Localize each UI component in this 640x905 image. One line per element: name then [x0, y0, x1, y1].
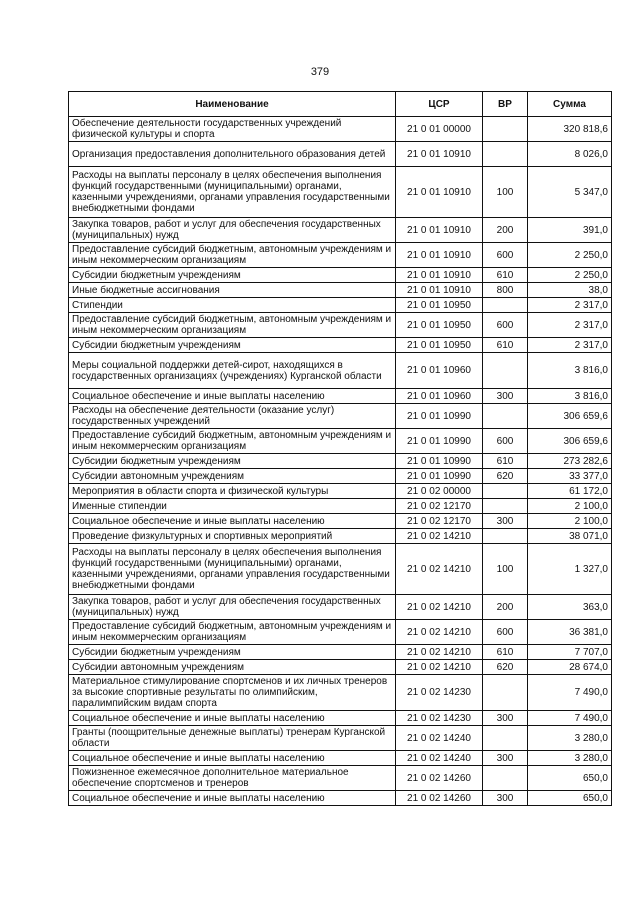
- cell-sum: 2 100,0: [528, 514, 612, 529]
- cell-sum: 2 100,0: [528, 499, 612, 514]
- cell-name: Материальное стимулирование спортсменов и их личных тренеров за высокие спортивные результаты по олимпийским, паралимпийским видам спорта: [69, 675, 396, 711]
- cell-vr: [483, 142, 528, 167]
- cell-vr: 610: [483, 454, 528, 469]
- cell-name: Расходы на выплаты персоналу в целях обеспечения выполнения функций государственными (муниципальными) органами, казенными учреждениями, органами управления государственными внебюджетными фондами: [69, 167, 396, 218]
- cell-sum: 33 377,0: [528, 469, 612, 484]
- cell-csr: 21 0 01 10950: [396, 338, 483, 353]
- cell-csr: 21 0 01 10910: [396, 283, 483, 298]
- cell-name: Предоставление субсидий бюджетным, автономным учреждениям и иным некоммерческим организациям: [69, 243, 396, 268]
- cell-sum: 61 172,0: [528, 484, 612, 499]
- cell-name: Организация предоставления дополнительного образования детей: [69, 142, 396, 167]
- cell-csr: 21 0 01 10950: [396, 313, 483, 338]
- cell-vr: 620: [483, 469, 528, 484]
- cell-sum: 306 659,6: [528, 429, 612, 454]
- header-csr: ЦСР: [396, 92, 483, 117]
- cell-vr: 600: [483, 243, 528, 268]
- table-body: [69, 117, 612, 806]
- cell-vr: 620: [483, 660, 528, 675]
- cell-name: Гранты (поощрительные денежные выплаты) тренерам Курганской области: [69, 726, 396, 751]
- cell-sum: 36 381,0: [528, 620, 612, 645]
- table-row: [69, 268, 612, 283]
- cell-csr: 21 0 02 14240: [396, 751, 483, 766]
- cell-csr: 21 0 02 14210: [396, 595, 483, 620]
- cell-sum: 363,0: [528, 595, 612, 620]
- cell-vr: [483, 404, 528, 429]
- cell-vr: 100: [483, 544, 528, 595]
- cell-csr: 21 0 01 10910: [396, 268, 483, 283]
- table-row: [69, 429, 612, 454]
- cell-sum: 2 317,0: [528, 313, 612, 338]
- cell-sum: 650,0: [528, 766, 612, 791]
- cell-sum: 38,0: [528, 283, 612, 298]
- cell-csr: 21 0 02 12170: [396, 499, 483, 514]
- cell-name: Социальное обеспечение и иные выплаты населению: [69, 389, 396, 404]
- cell-name: Расходы на выплаты персоналу в целях обеспечения выполнения функций государственными (муниципальными) органами, казенными учреждениями, органами управления государственными внебюджетными фондами: [69, 544, 396, 595]
- table-row: [69, 751, 612, 766]
- cell-sum: 3 280,0: [528, 751, 612, 766]
- cell-sum: 3 816,0: [528, 389, 612, 404]
- page-number: 379: [310, 66, 330, 78]
- cell-sum: 5 347,0: [528, 167, 612, 218]
- header-name: Наименование: [69, 92, 396, 117]
- table-row: [69, 514, 612, 529]
- table-row: [69, 404, 612, 429]
- table-row: [69, 711, 612, 726]
- cell-vr: 600: [483, 429, 528, 454]
- table-row: [69, 544, 612, 595]
- header-vr: ВР: [483, 92, 528, 117]
- table-row: [69, 791, 612, 806]
- cell-vr: 300: [483, 514, 528, 529]
- cell-name: Социальное обеспечение и иные выплаты населению: [69, 514, 396, 529]
- cell-csr: 21 0 01 10990: [396, 429, 483, 454]
- cell-csr: 21 0 01 10990: [396, 469, 483, 484]
- table-row: [69, 529, 612, 544]
- cell-name: Социальное обеспечение и иные выплаты населению: [69, 711, 396, 726]
- cell-sum: 650,0: [528, 791, 612, 806]
- cell-csr: 21 0 01 10910: [396, 142, 483, 167]
- cell-name: Предоставление субсидий бюджетным, автономным учреждениям и иным некоммерческим организациям: [69, 313, 396, 338]
- cell-sum: 7 490,0: [528, 711, 612, 726]
- cell-name: Субсидии бюджетным учреждениям: [69, 338, 396, 353]
- cell-csr: 21 0 01 00000: [396, 117, 483, 142]
- cell-vr: 600: [483, 620, 528, 645]
- cell-vr: 200: [483, 218, 528, 243]
- table-row: [69, 595, 612, 620]
- cell-sum: 306 659,6: [528, 404, 612, 429]
- cell-vr: [483, 484, 528, 499]
- cell-name: Проведение физкультурных и спортивных мероприятий: [69, 529, 396, 544]
- cell-name: Мероприятия в области спорта и физической культуры: [69, 484, 396, 499]
- cell-csr: 21 0 02 14210: [396, 660, 483, 675]
- cell-name: Субсидии автономным учреждениям: [69, 469, 396, 484]
- cell-vr: [483, 117, 528, 142]
- table-row: [69, 675, 612, 711]
- table-row: [69, 499, 612, 514]
- table-row: [69, 142, 612, 167]
- cell-vr: [483, 726, 528, 751]
- table-row: [69, 117, 612, 142]
- cell-name: Социальное обеспечение и иные выплаты населению: [69, 791, 396, 806]
- table-row: [69, 389, 612, 404]
- table-row: [69, 454, 612, 469]
- cell-csr: 21 0 02 00000: [396, 484, 483, 499]
- table-row: [69, 338, 612, 353]
- cell-vr: [483, 529, 528, 544]
- cell-vr: [483, 766, 528, 791]
- cell-name: Субсидии бюджетным учреждениям: [69, 454, 396, 469]
- budget-table: [68, 91, 612, 806]
- cell-vr: 300: [483, 389, 528, 404]
- cell-csr: 21 0 02 14230: [396, 675, 483, 711]
- cell-vr: 300: [483, 751, 528, 766]
- cell-vr: [483, 499, 528, 514]
- cell-sum: 2 317,0: [528, 338, 612, 353]
- cell-vr: 200: [483, 595, 528, 620]
- cell-csr: 21 0 01 10990: [396, 404, 483, 429]
- cell-vr: [483, 298, 528, 313]
- cell-name: Расходы на обеспечение деятельности (оказание услуг) государственных учреждений: [69, 404, 396, 429]
- table-row: [69, 283, 612, 298]
- cell-name: Иные бюджетные ассигнования: [69, 283, 396, 298]
- cell-csr: 21 0 01 10910: [396, 218, 483, 243]
- cell-name: Меры социальной поддержки детей-сирот, находящихся в государственных организациях (учреждениях) Курганской области: [69, 353, 396, 389]
- table-row: [69, 298, 612, 313]
- cell-name: Закупка товаров, работ и услуг для обеспечения государственных (муниципальных) нужд: [69, 218, 396, 243]
- cell-csr: 21 0 01 10960: [396, 389, 483, 404]
- cell-csr: 21 0 02 14260: [396, 766, 483, 791]
- cell-name: Предоставление субсидий бюджетным, автономным учреждениям и иным некоммерческим организациям: [69, 620, 396, 645]
- cell-sum: 8 026,0: [528, 142, 612, 167]
- cell-vr: 800: [483, 283, 528, 298]
- cell-sum: 1 327,0: [528, 544, 612, 595]
- cell-sum: 7 490,0: [528, 675, 612, 711]
- table-row: [69, 243, 612, 268]
- cell-csr: 21 0 02 14240: [396, 726, 483, 751]
- table-row: [69, 313, 612, 338]
- cell-name: Стипендии: [69, 298, 396, 313]
- table-header-row: [69, 92, 612, 117]
- cell-name: Социальное обеспечение и иные выплаты населению: [69, 751, 396, 766]
- cell-name: Субсидии автономным учреждениям: [69, 660, 396, 675]
- cell-csr: 21 0 01 10950: [396, 298, 483, 313]
- cell-csr: 21 0 01 10910: [396, 243, 483, 268]
- table-row: [69, 660, 612, 675]
- cell-csr: 21 0 01 10960: [396, 353, 483, 389]
- table-row: [69, 484, 612, 499]
- cell-name: Субсидии бюджетным учреждениям: [69, 268, 396, 283]
- table-row: [69, 726, 612, 751]
- table-row: [69, 353, 612, 389]
- cell-sum: 320 818,6: [528, 117, 612, 142]
- cell-name: Закупка товаров, работ и услуг для обеспечения государственных (муниципальных) нужд: [69, 595, 396, 620]
- cell-name: Предоставление субсидий бюджетным, автономным учреждениям и иным некоммерческим организациям: [69, 429, 396, 454]
- cell-csr: 21 0 02 14260: [396, 791, 483, 806]
- cell-vr: 600: [483, 313, 528, 338]
- table-row: [69, 469, 612, 484]
- header-sum: Сумма: [528, 92, 612, 117]
- cell-csr: 21 0 01 10990: [396, 454, 483, 469]
- table-row: [69, 645, 612, 660]
- cell-name: Именные стипендии: [69, 499, 396, 514]
- cell-sum: 3 816,0: [528, 353, 612, 389]
- cell-csr: 21 0 02 14210: [396, 529, 483, 544]
- cell-name: Обеспечение деятельности государственных учреждений физической культуры и спорта: [69, 117, 396, 142]
- cell-csr: 21 0 02 14210: [396, 620, 483, 645]
- cell-sum: 3 280,0: [528, 726, 612, 751]
- cell-csr: 21 0 01 10910: [396, 167, 483, 218]
- cell-sum: 7 707,0: [528, 645, 612, 660]
- cell-name: Субсидии бюджетным учреждениям: [69, 645, 396, 660]
- cell-sum: 2 317,0: [528, 298, 612, 313]
- cell-vr: 610: [483, 338, 528, 353]
- cell-sum: 2 250,0: [528, 243, 612, 268]
- table-row: [69, 620, 612, 645]
- cell-sum: 391,0: [528, 218, 612, 243]
- cell-sum: 273 282,6: [528, 454, 612, 469]
- table-row: [69, 766, 612, 791]
- cell-vr: [483, 353, 528, 389]
- cell-vr: 610: [483, 645, 528, 660]
- cell-name: Пожизненное ежемесячное дополнительное материальное обеспечение спортсменов и тренеров: [69, 766, 396, 791]
- cell-csr: 21 0 02 14210: [396, 544, 483, 595]
- cell-sum: 38 071,0: [528, 529, 612, 544]
- cell-vr: [483, 675, 528, 711]
- cell-csr: 21 0 02 14210: [396, 645, 483, 660]
- cell-csr: 21 0 02 12170: [396, 514, 483, 529]
- cell-sum: 2 250,0: [528, 268, 612, 283]
- table-row: [69, 167, 612, 218]
- cell-csr: 21 0 02 14230: [396, 711, 483, 726]
- cell-vr: 610: [483, 268, 528, 283]
- cell-vr: 300: [483, 791, 528, 806]
- cell-sum: 28 674,0: [528, 660, 612, 675]
- table-row: [69, 218, 612, 243]
- cell-vr: 300: [483, 711, 528, 726]
- cell-vr: 100: [483, 167, 528, 218]
